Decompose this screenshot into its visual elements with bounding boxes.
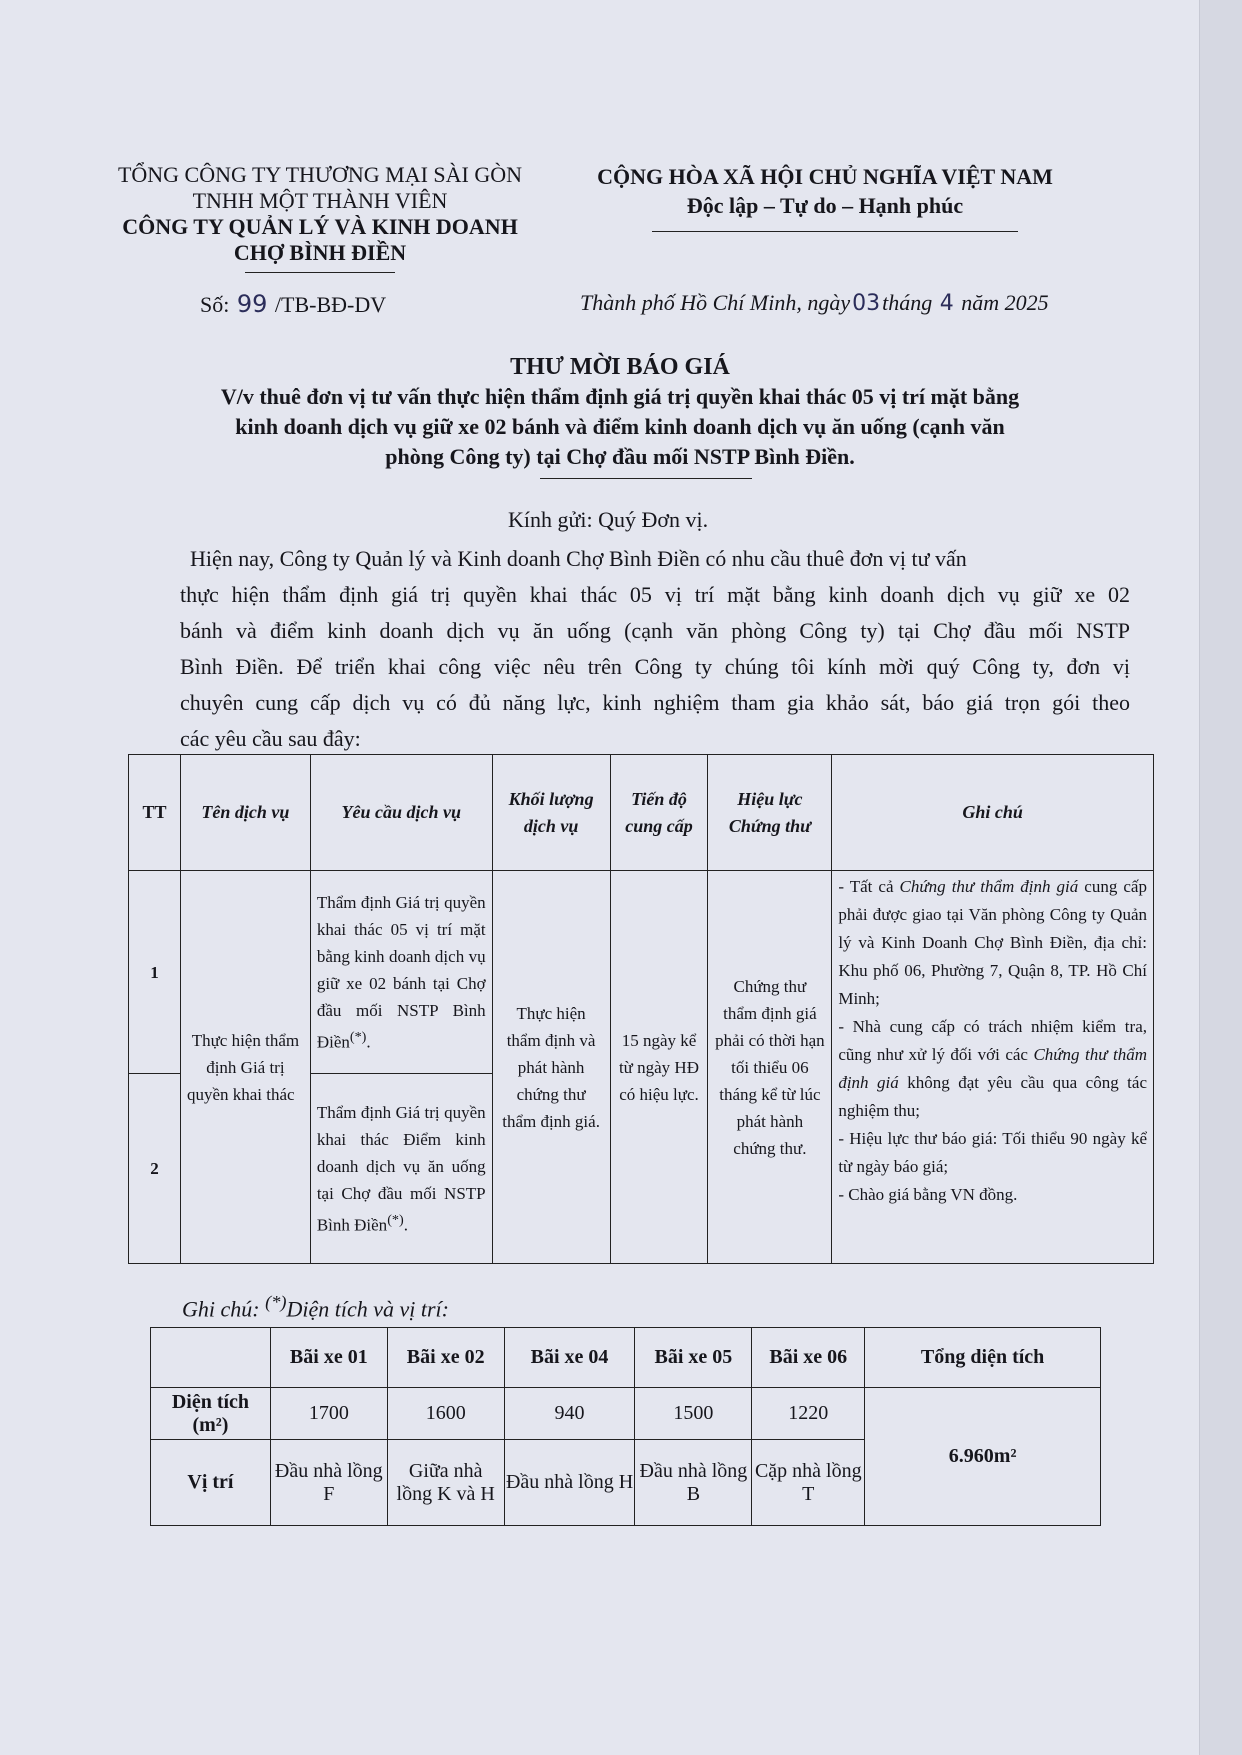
table-row <box>151 1388 1101 1440</box>
title-sub-line1: V/v thuê đơn vị tư vấn thực hiện thẩm định giá trị quyền khai thác 05 vị trí mặt bằng <box>220 384 1020 409</box>
note-item: - Hiệu lực thư báo giá: Tối thiểu 90 ngày kể từ ngày báo giá; <box>838 1129 1147 1176</box>
issuer-company-line2: CHỢ BÌNH ĐIỀN <box>233 240 407 265</box>
doc-no-prefix: Số: <box>200 292 230 317</box>
requirement-1-mark: (*) <box>349 1028 367 1045</box>
location-value: Đầu nhà lồng F <box>270 1440 387 1526</box>
area-value: 1700 <box>270 1388 387 1440</box>
paragraph-line: các yêu cầu sau đây: <box>180 726 361 751</box>
greeting: Kính gửi: Quý Đơn vị. <box>508 507 709 532</box>
note-item: - Chào giá bằng VN đồng. <box>838 1185 1018 1204</box>
location-value: Đầu nhà lồng B <box>635 1440 752 1526</box>
issuer-company-line1: CÔNG TY QUẢN LÝ VÀ KINH DOANH <box>122 214 518 239</box>
requirement-1 <box>310 871 492 1074</box>
service-volume: Thực hiện thẩm định và phát hành chứng thư thẩm định giá. <box>492 871 610 1264</box>
area-note-mark: (*) <box>265 1292 287 1312</box>
service-note <box>832 871 1154 1264</box>
paragraph-line: bánh và điểm kinh doanh dịch vụ ăn uống (cạnh văn phòng Công ty) tại Chợ đầu mối NSTP <box>180 618 1130 643</box>
title-main: THƯ MỜI BÁO GIÁ <box>510 354 730 380</box>
area-note-title <box>182 1292 449 1322</box>
requirement-2 <box>310 1074 492 1264</box>
requirement-1-text: Thẩm định Giá trị quyền khai thác 05 vị trí mặt bằng kinh doanh dịch vụ giữ xe 02 bánh tại Chợ đầu mối NSTP Bình Điền <box>316 892 486 1052</box>
note-text: cung cấp phải được giao tại Văn phòng Công ty Quản lý và Kinh Doanh Chợ Bình Điền, địa chỉ: Khu phố 06, Phường 7, Quận 8, TP. Hồ Chí Minh; <box>838 877 1147 1008</box>
national-motto: Độc lập – Tự do – Hạnh phúc <box>686 193 964 218</box>
requirement-2-text: Thẩm định Giá trị quyền khai thác Điểm kinh doanh dịch vụ ăn uống tại Chợ đầu mối NSTP Bình Điền <box>316 1102 486 1235</box>
row-number: 1 <box>129 871 181 1074</box>
requirement-2-mark: (*) <box>387 1211 404 1228</box>
title-underline <box>540 478 752 479</box>
note-text: - Tất cả <box>838 877 900 896</box>
location-value: Giữa nhà lồng K và H <box>387 1440 504 1526</box>
requirement-2-end: . <box>403 1215 408 1235</box>
title-sub-line3: phòng Công ty) tại Chợ đầu mối NSTP Bình Điền. <box>385 444 855 469</box>
header-tt: TT <box>129 755 181 871</box>
title-sub-line2: kinh doanh dịch vụ giữ xe 02 bánh và điểm kinh doanh dịch vụ ăn uống (cạnh văn <box>235 414 1005 439</box>
service-table <box>128 754 1154 1264</box>
area-table-header <box>151 1328 1101 1388</box>
header-requirement: Yêu cầu dịch vụ <box>310 755 492 871</box>
document-title <box>150 352 1090 472</box>
certificate-validity: Chứng thư thẩm định giá phải có thời hạn tối thiểu 06 tháng kể từ lúc phát hành chứng thư. <box>708 871 832 1264</box>
area-header-lot: Bãi xe 06 <box>752 1328 865 1388</box>
location-row-label: Vị trí <box>151 1440 271 1526</box>
header-schedule: Tiến độ cung cấp <box>610 755 708 871</box>
document-date <box>580 290 1049 316</box>
note-text: - Nhà cung cấp có trách nhiệm kiểm tra, cũng như xử lý đối với các <box>838 1017 1147 1064</box>
header-note: Ghi chú <box>832 755 1154 871</box>
note-item <box>838 1013 1147 1125</box>
row-number: 2 <box>129 1074 181 1264</box>
area-unit: (m²) <box>192 1413 229 1436</box>
date-day: 03 <box>852 291 881 316</box>
header-volume: Khối lượng dịch vụ <box>492 755 610 871</box>
issuer-parent-line1: TỔNG CÔNG TY THƯƠNG MẠI SÀI GÒN <box>117 162 523 187</box>
area-note-prefix: Ghi chú: <box>182 1296 266 1322</box>
paragraph-line: Bình Điền. Để triển khai công việc nêu trên Công ty chúng tôi kính mời quý Công ty, đơn vị <box>180 654 1130 679</box>
requirement-1-end: . <box>366 1032 371 1052</box>
area-label: Diện tích <box>171 1390 250 1413</box>
area-header-lot: Bãi xe 02 <box>387 1328 504 1388</box>
area-header-total: Tổng diện tích <box>865 1328 1101 1388</box>
date-month: 4 <box>939 291 954 316</box>
body-paragraph <box>180 541 1130 757</box>
page-edge-shadow <box>1199 0 1242 1755</box>
header-service-name: Tên dịch vụ <box>180 755 310 871</box>
service-name: Thực hiện thẩm định Giá trị quyền khai thác <box>180 871 310 1264</box>
date-prefix: Thành phố Hồ Chí Minh, ngày <box>580 290 851 315</box>
national-name: CỘNG HÒA XÃ HỘI CHỦ NGHĨA VIỆT NAM <box>597 164 1053 189</box>
area-value: 1600 <box>387 1388 504 1440</box>
issuer-block <box>80 162 560 273</box>
area-row-label <box>151 1388 271 1440</box>
paragraph-line: thực hiện thẩm định giá trị quyền khai thác 05 vị trí mặt bằng kinh doanh dịch vụ giữ xe 02 <box>180 582 1130 607</box>
area-value: 1220 <box>752 1388 865 1440</box>
paragraph-line: Hiện nay, Công ty Quản lý và Kinh doanh Chợ Bình Điền có nhu cầu thuê đơn vị tư vấn <box>190 546 967 571</box>
date-month-label: tháng <box>882 290 933 315</box>
area-value: 1500 <box>635 1388 752 1440</box>
document-number <box>200 290 386 318</box>
total-area: 6.960m² <box>865 1388 1101 1526</box>
location-value: Cặp nhà lồng T <box>752 1440 865 1526</box>
doc-no-handwritten: 99 <box>236 290 268 318</box>
note-item <box>838 873 1147 1013</box>
location-value: Đầu nhà lồng H <box>504 1440 635 1526</box>
area-header-lot: Bãi xe 05 <box>635 1328 752 1388</box>
area-value: 940 <box>504 1388 635 1440</box>
service-table-header <box>129 755 1154 871</box>
note-italic: Chứng thư thẩm định giá <box>838 1045 1147 1092</box>
area-header-blank <box>151 1328 271 1388</box>
header-validity: Hiệu lực Chứng thư <box>708 755 832 871</box>
note-italic: Chứng thư thẩm định giá <box>899 877 1079 896</box>
national-motto-block <box>590 162 1060 220</box>
issuer-underline <box>245 272 395 273</box>
area-note-text: Diện tích và vị trí: <box>286 1296 449 1322</box>
paragraph-line: chuyên cung cấp dịch vụ có đủ năng lực, kinh nghiệm tham gia khảo sát, báo giá trọn gói theo <box>180 690 1130 715</box>
table-row <box>129 871 1154 1074</box>
area-header-lot: Bãi xe 01 <box>270 1328 387 1388</box>
issuer-parent-line2: TNHH MỘT THÀNH VIÊN <box>192 188 448 213</box>
area-header-lot: Bãi xe 04 <box>504 1328 635 1388</box>
service-schedule: 15 ngày kể từ ngày HĐ có hiệu lực. <box>610 871 708 1264</box>
area-table <box>150 1327 1101 1526</box>
date-year: năm 2025 <box>961 290 1049 315</box>
note-text: không đạt yêu cầu qua công tác nghiệm thu; <box>838 1073 1147 1120</box>
motto-underline <box>652 231 1018 232</box>
doc-no-suffix: /TB-BĐ-DV <box>274 292 387 317</box>
